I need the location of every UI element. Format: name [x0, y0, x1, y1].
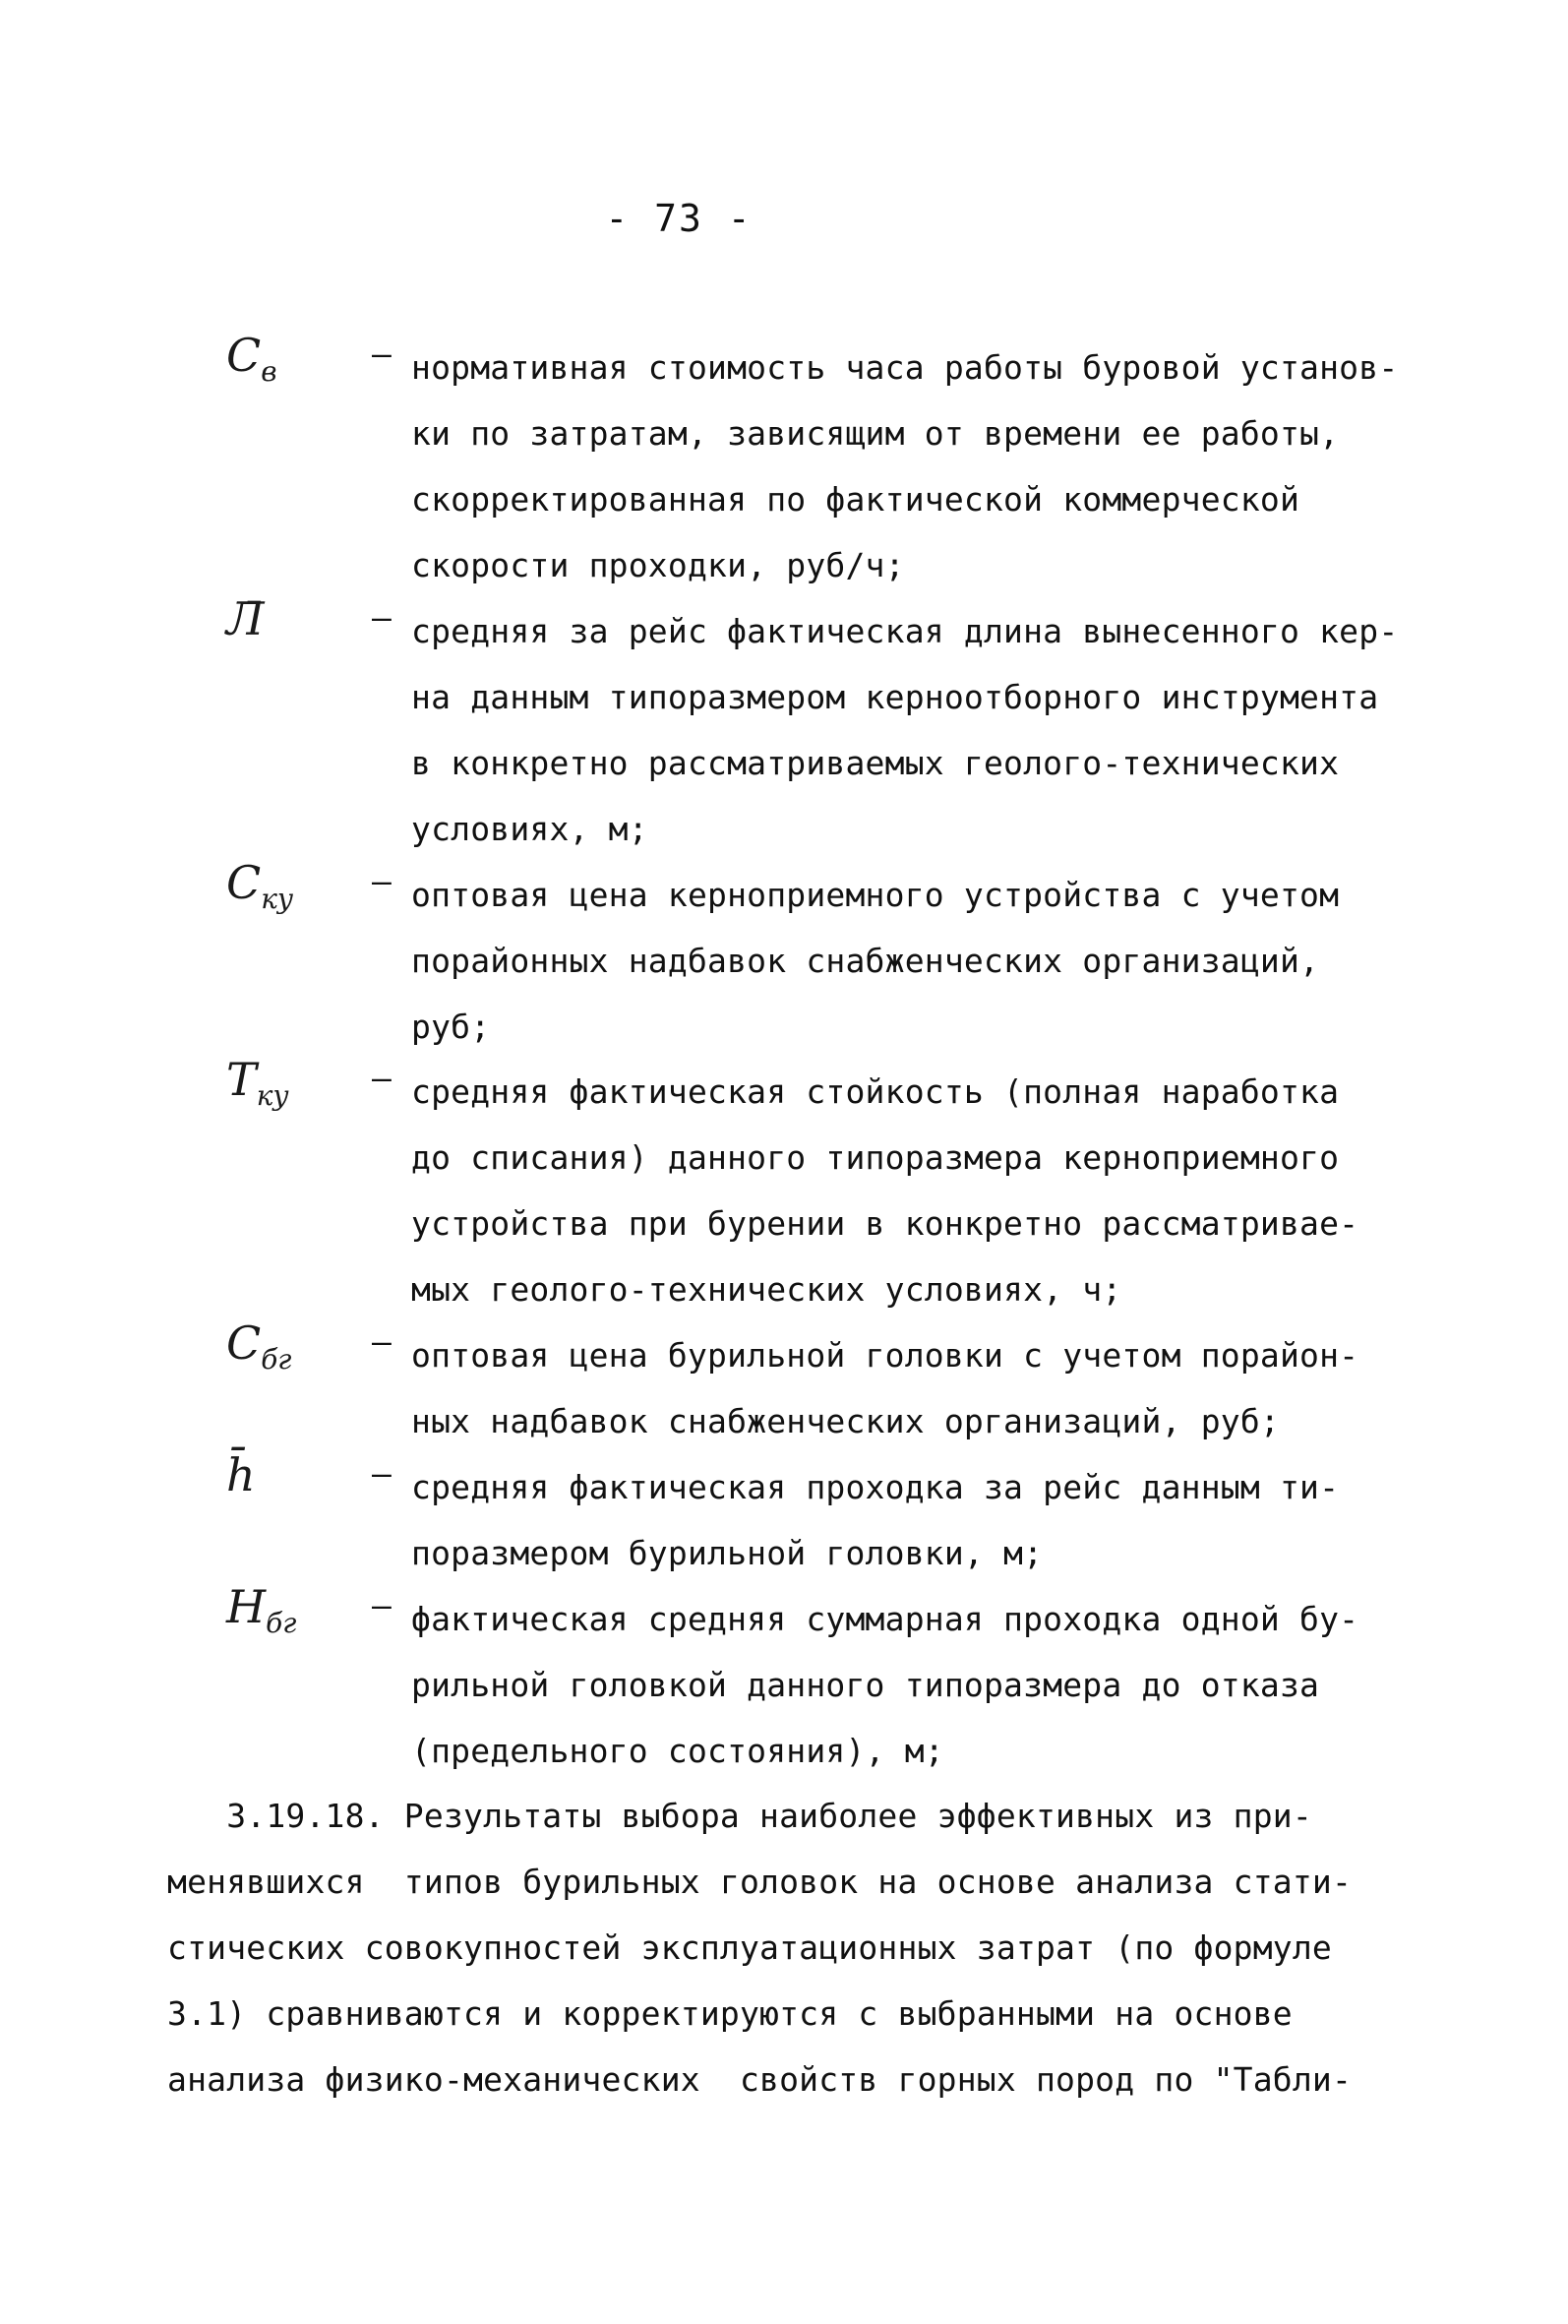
definition-text [411, 1322, 1444, 1454]
text-line: фактическая средняя суммарная проходка одной бу- [411, 1600, 1359, 1638]
symbol: $C_{бг}$ [226, 1316, 292, 1376]
definition-text [411, 862, 1444, 1060]
dash: – [372, 1322, 392, 1361]
paragraph-3-19-18 [167, 1783, 1407, 2112]
text-line: анализа физико-механических свойств горных пород по "Табли- [167, 2060, 1353, 2099]
symbol: Л̄ [226, 592, 265, 645]
text-line: средняя фактическая проходка за рейс данным ти- [411, 1468, 1340, 1506]
symbol: $T_{ку}$ [226, 1053, 289, 1112]
definition-text [411, 1586, 1444, 1784]
symbol: $C_{ку}$ [226, 856, 294, 915]
text-line: (предельного состояния), м; [411, 1732, 944, 1770]
text-line: оптовая цена керноприемного устройства с учетом [411, 876, 1340, 914]
text-line: нормативная стоимость часа работы буровой установ- [411, 348, 1399, 387]
dash: – [372, 1454, 392, 1493]
text-line: скорректированная по фактической коммерческой [411, 480, 1300, 519]
text-line: порайонных надбавок снабженческих организаций, [411, 942, 1320, 980]
text-line: средняя фактическая стойкость (полная наработка [411, 1072, 1340, 1111]
dash: – [372, 598, 392, 637]
text-line: рильной головкой данного типоразмера до отказа [411, 1666, 1320, 1704]
text-line: оптовая цена бурильной головки с учетом порайон- [411, 1336, 1359, 1375]
text-line: 3.1) сравниваются и корректируются с выбранными на основе [167, 1994, 1293, 2033]
text-line: средняя за рейс фактическая длина вынесенного кер- [411, 612, 1399, 650]
symbol: $C_в$ [226, 329, 277, 388]
text-line: ки по затратам, зависящим от времени ее работы, [411, 414, 1340, 453]
text-line: 3.19.18. Результаты выбора наиболее эффективных из при- [167, 1797, 1312, 1835]
text-line: менявшихся типов бурильных головок на основе анализа стати- [167, 1863, 1353, 1901]
symbol: $H_{бг}$ [226, 1580, 297, 1639]
text-line: в конкретно рассматриваемых геолого-технических [411, 744, 1340, 782]
text-line: мых геолого-технических условиях, ч; [411, 1270, 1122, 1309]
text-line: на данным типоразмером керноотборного инструмента [411, 678, 1379, 716]
definition-text [411, 598, 1444, 862]
text-line: ных надбавок снабженческих организаций, руб; [411, 1402, 1280, 1440]
dash: – [372, 862, 392, 900]
text-line: скорости проходки, руб/ч; [411, 546, 905, 584]
text-line: руб; [411, 1008, 491, 1046]
text-line: стических совокупностей эксплуатационных затрат (по формуле [167, 1928, 1332, 1967]
dash: – [372, 1586, 392, 1624]
text-line: устройства при бурении в конкретно рассматривае- [411, 1204, 1359, 1243]
page-number: - 73 - [605, 197, 753, 240]
definition-text [411, 1454, 1444, 1586]
text-line: поразмером бурильной головки, м; [411, 1534, 1044, 1572]
dash: – [372, 335, 392, 373]
dash: – [372, 1059, 392, 1097]
text-line: до списания) данного типоразмера керноприемного [411, 1138, 1340, 1177]
text-line: условиях, м; [411, 810, 648, 848]
definition-text [411, 335, 1444, 598]
definition-text [411, 1059, 1444, 1322]
symbol: h̄ [226, 1448, 256, 1501]
